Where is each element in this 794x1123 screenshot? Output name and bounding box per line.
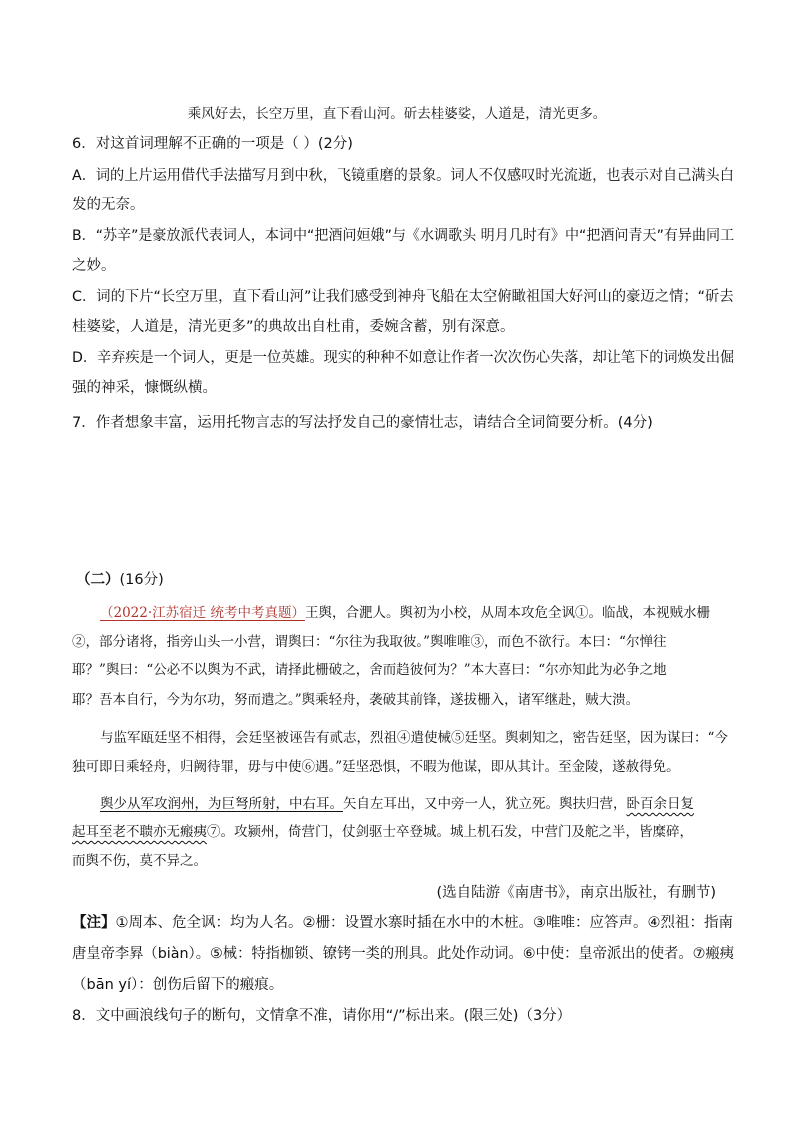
notes-line1: [72, 913, 733, 933]
section-2-points: (16分): [119, 572, 164, 588]
source-citation: (选自陆游《南唐书》，南京出版社，有删节): [436, 885, 716, 901]
q6-option-c-line2: 桂婆娑，人道是，清光更多”的典故出自杜甫，委婉含蓄，别有深意。: [72, 319, 515, 335]
passage-text: ⑦。攻颍州，倚营门，仗剑驱士卒登城。城上机石发，中营门及舵之半，皆糜碎，: [207, 824, 693, 840]
underlined-sentence: 舆少从军攻润州，为巨弩所射，中右耳。: [100, 796, 343, 812]
passage-p3-line1: [100, 794, 694, 814]
section-2-label: （二）: [76, 572, 120, 588]
q6-option-a-line1: A．词的上片运用借代手法描写月到中秋，飞镜重磨的景象。词人不仅感叹时光流逝，也表示对自己满头白: [72, 168, 734, 184]
notes-line2: 唐皇帝李昪（biàn）。⑤械：特指枷锁、镣铐一类的刑具。此处作动词。⑥中使：皇帝派出的使者。⑦瘢痍: [72, 946, 735, 962]
notes-text: ①周本、危全讽：均为人名。②栅：设置水寨时插在水中的木桩。③唯唯：应答声。④烈祖：指南: [115, 915, 733, 931]
question-8-stem: 8．文中画浪线句子的断句，文情拿不准，请你用“/”标出来。(限三处)（3分）: [72, 1008, 572, 1024]
q6-option-c-line1: C．词的下片“长空万里，直下看山河”让我们感受到神舟飞船在太空俯瞰祖国大好河山的豪迈之情；“斫去: [72, 289, 734, 305]
q6-option-d-line1: D．辛弃疾是一个词人，更是一位英雄。现实的种种不如意让作者一次次伤心失落，却让笔下的词焕发出倔: [72, 350, 735, 366]
poem-last-line: 乘风好去，长空万里，直下看山河。斫去桂婆娑，人道是，清光更多。: [187, 106, 607, 122]
notes-line3: （bān yí）：创伤后留下的瘢痕。: [72, 977, 284, 993]
passage-p2-line1: 与监军瓯廷坚不相得，会廷坚被诬告有贰志，烈祖④遣使械⑤廷坚。舆刺知之，密告廷坚，因为谋曰：“今: [100, 730, 728, 746]
wavy-underlined-sentence-cont: 起耳至老不聩亦无瘢痍: [72, 824, 207, 840]
q6-option-b-line1: B．“苏辛”是豪放派代表词人，本词中“把酒问姮娥”与《水调歌头 明月几时有》中“把酒问青天”有异曲同工: [72, 228, 735, 244]
passage-text: 矢自左耳出，又中旁一人，犹立死。舆扶归营，: [343, 796, 627, 812]
passage-p1-line1: [100, 603, 710, 623]
passage-p3-line3: 而舆不伤，莫不异之。: [72, 853, 207, 869]
notes-label: 【注】: [72, 915, 116, 931]
question-6-stem: 6．对这首词理解不正确的一项是（ ）(2分): [72, 136, 353, 152]
passage-p1-line4: 耶？吾本自行，今为尔功，努而遣之。”舆乘轻舟，袭破其前锋，遂拔栅入，诸军继赴，贼大溃。: [72, 692, 640, 708]
passage-p1-line3: 耶？”舆曰：“公必不以舆为不武，请择此栅破之，舍而趋彼何为？”本大喜曰：“尔亦知此为必争之地: [72, 662, 667, 678]
passage-p3-line2: [72, 822, 693, 842]
q6-option-a-line2: 发的无奈。: [72, 197, 145, 213]
wavy-underlined-sentence: 卧百余日复: [626, 796, 694, 812]
passage-text: 王舆，合淝人。舆初为小校，从周本攻危全讽①。临战，本视贼水栅: [304, 605, 710, 621]
section-2-heading: [76, 570, 164, 590]
q6-option-d-line2: 强的神采，慷慨纵横。: [72, 380, 217, 396]
question-7-stem: 7．作者想象丰富，运用托物言志的写法抒发自己的豪情壮志，请结合全词简要分析。(4分): [72, 415, 653, 431]
source-tag: （2022·江苏宿迁 统考中考真题）: [100, 605, 305, 621]
passage-p1-line2: ②，部分诸将，指旁山头一小营，谓舆曰：“尔往为我取彼。”舆唯唯③，而色不欲行。本曰：“尔惮往: [72, 634, 667, 650]
q6-option-b-line2: 之妙。: [72, 258, 116, 274]
passage-p2-line2: 独可即日乘轻舟，归阙待罪，毋与中使⑥遇。”廷坚恐惧，不暇为他谋，即从其计。至金陵，遂赦得免。: [72, 759, 680, 775]
